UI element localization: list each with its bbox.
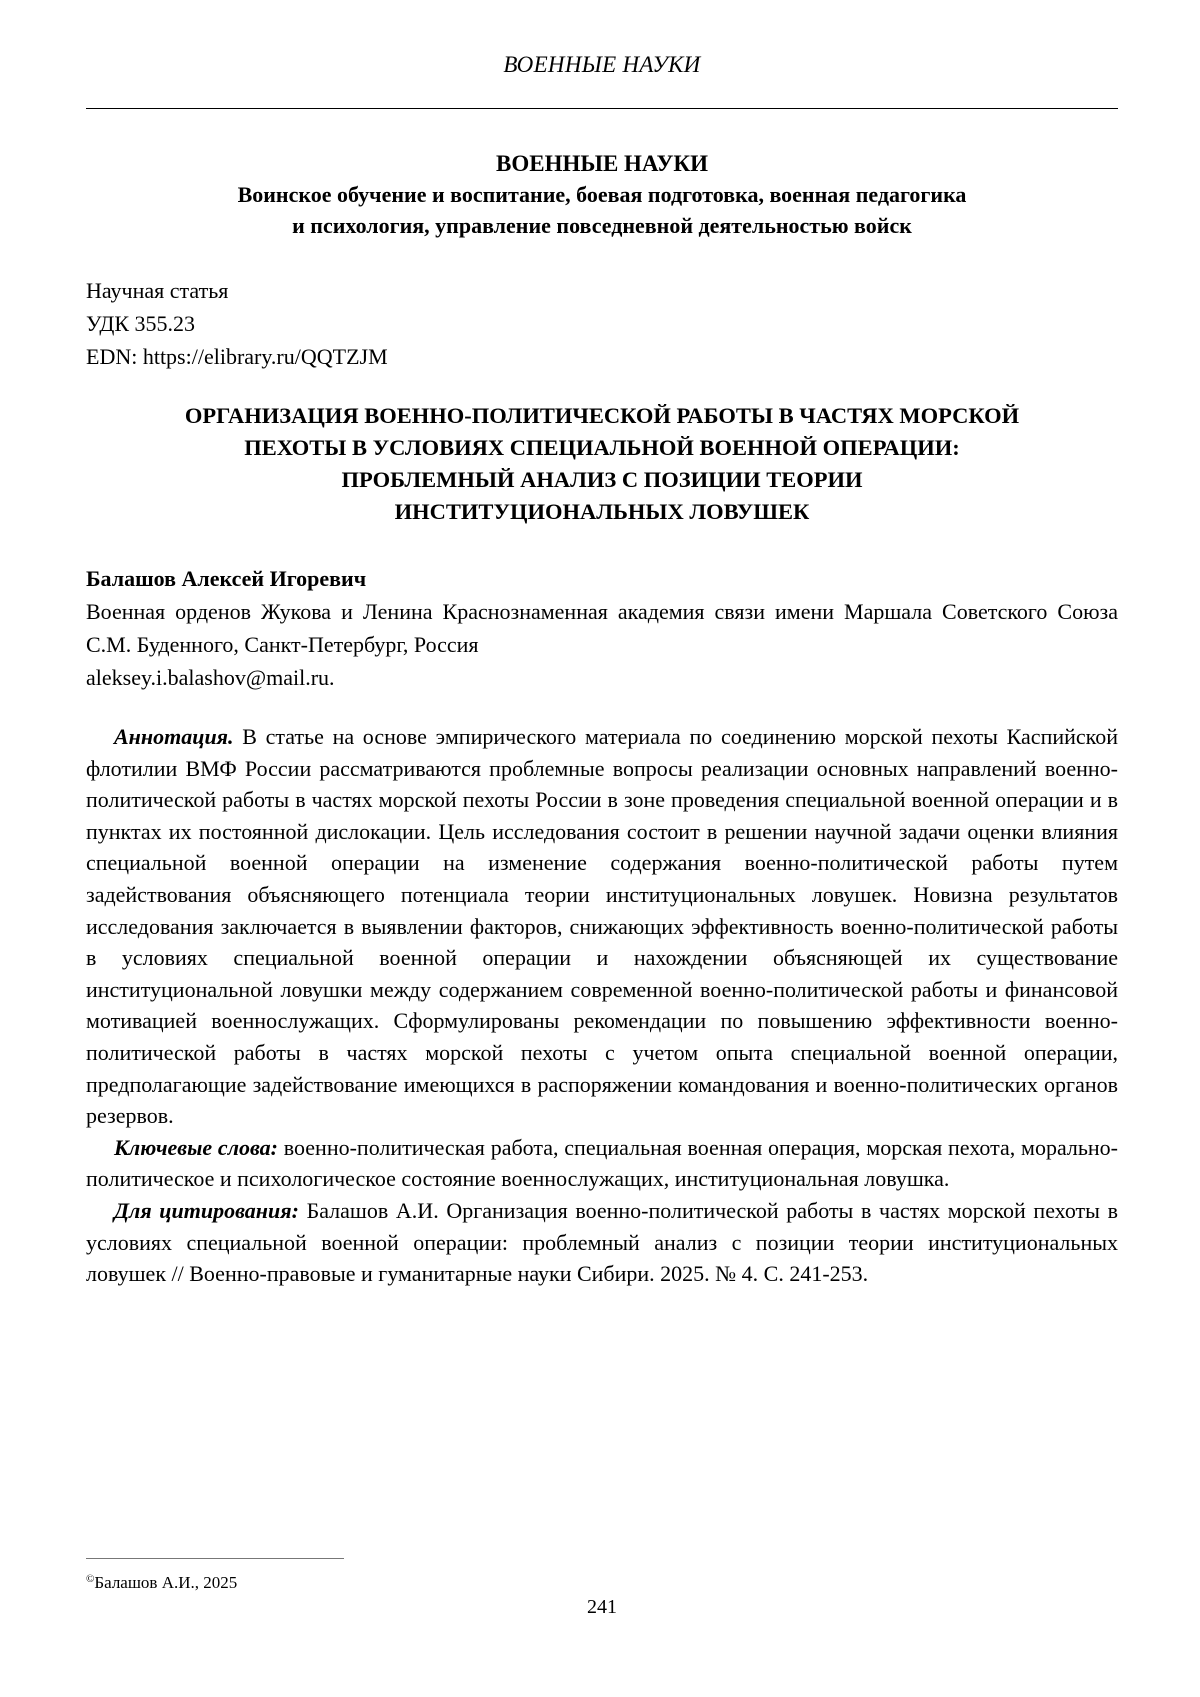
article-meta	[86, 274, 388, 373]
edn-link[interactable]: EDN: https://elibrary.ru/QQTZJM	[86, 344, 388, 369]
article-title-line-3: ПРОБЛЕМНЫЙ АНАЛИЗ С ПОЗИЦИИ ТЕОРИИ	[341, 467, 863, 492]
author-name: Балашов Алексей Игоревич	[86, 566, 367, 591]
article-type: Научная статья	[86, 278, 229, 303]
article-title-line-1: ОРГАНИЗАЦИЯ ВОЕННО-ПОЛИТИЧЕСКОЙ РАБОТЫ В ЧАСТЯХ МОРСКОЙ	[184, 403, 1020, 428]
section-heading	[86, 148, 1118, 241]
author-email[interactable]: aleksey.i.balashov@mail.ru.	[86, 665, 335, 690]
article-title-line-4: ИНСТИТУЦИОНАЛЬНЫХ ЛОВУШЕК	[394, 499, 810, 524]
abstract-label: Аннотация.	[114, 724, 234, 749]
copyright-text: Балашов А.И., 2025	[94, 1573, 238, 1592]
section-subtitle-line-2: и психология, управление повседневной деятельностью войск	[292, 213, 912, 238]
page-number: 241	[587, 1596, 617, 1618]
section-title: ВОЕННЫЕ НАУКИ	[496, 151, 708, 176]
author-block	[86, 562, 1118, 694]
header-rule	[86, 108, 1118, 109]
udc-code: УДК 355.23	[86, 311, 196, 336]
keywords-text: военно-политическая работа, специальная военная операция, морская пехота, морально-политическое и психологическое состояние военнослужащих, институциональная ловушка.	[86, 1134, 1119, 1192]
article-title-line-2: ПЕХОТЫ В УСЛОВИЯХ СПЕЦИАЛЬНОЙ ВОЕННОЙ ОПЕРАЦИИ:	[244, 435, 960, 460]
abstract-text: В статье на основе эмпирического материала по соединению морской пехоты Каспийской флотилии ВМФ России рассматриваются проблемные вопросы реализации основных направлений военно-политической работы в частях морской пехоты России в зоне проведения специальной военной операции и в пунктах их постоянной дислокации. Цель исследования состоит в решении научной задачи оценки влияния специальной военной операции на изменение содержания военно-политической работы путем задействования объясняющего потенциала теории институциональных ловушек. Новизна результатов исследования заключается в выявлении факторов, снижающих эффективность военно-политической работы в условиях специальной военной операции и нахождении объясняющей их существование институциональной ловушки между содержанием современной военно-политической работы и финансовой мотивацией военнослужащих. Сформулированы рекомендации по повышению эффективности военно-политической работы в частях морской пехоты с учетом опыта специальной военной операции, предполагающие задействование имеющихся в распоряжении командования и военно-политических органов резервов.	[86, 724, 1118, 1129]
footnote-rule	[86, 1558, 344, 1559]
section-subtitle-line-1: Воинское обучение и воспитание, боевая подготовка, военная педагогика	[237, 182, 967, 207]
citation-paragraph	[86, 1195, 1118, 1290]
citation-label: Для цитирования:	[114, 1197, 299, 1223]
abstract-block	[86, 721, 1118, 1290]
keywords-label: Ключевые слова:	[114, 1134, 278, 1160]
copyright-footnote	[86, 1568, 237, 1594]
running-head: ВОЕННЫЕ НАУКИ	[503, 52, 701, 77]
abstract-paragraph	[86, 721, 1118, 1132]
copyright-symbol: ©	[86, 1573, 95, 1585]
author-affiliation: Военная орденов Жукова и Ленина Краснознаменная академия связи имени Маршала Советского Союза С.М. Буденного, Санкт-Петербург, Россия	[86, 599, 1118, 657]
citation-text: Балашов А.И. Организация военно-политической работы в частях морской пехоты в условиях специальной военной операции: проблемный анализ с позиции теории институциональных ловушек // Военно-правовые и гуманитарные науки Сибири. 2025. № 4. С. 241-253.	[86, 1197, 1118, 1287]
article-title	[86, 400, 1118, 528]
keywords-paragraph	[86, 1132, 1118, 1195]
